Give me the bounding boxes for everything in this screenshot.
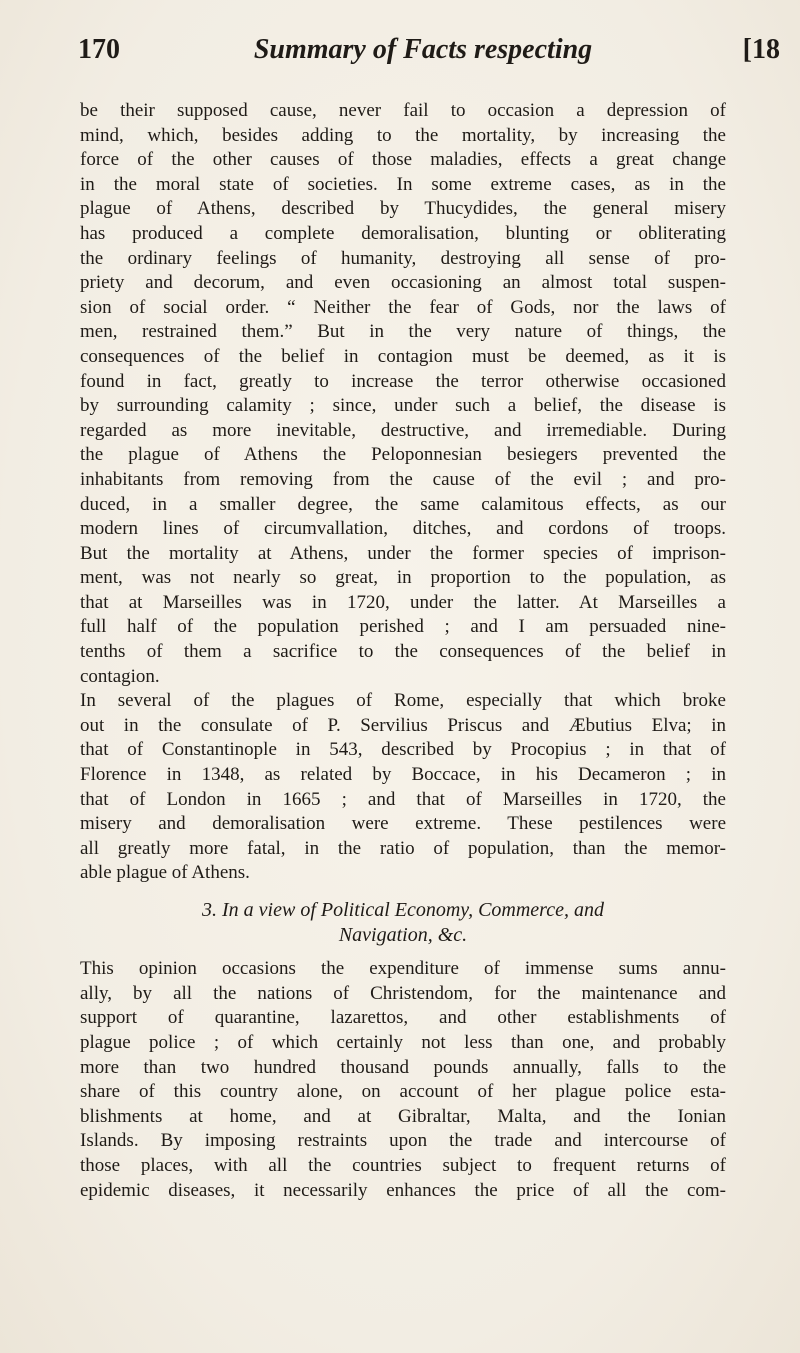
section-heading bbox=[80, 898, 726, 947]
paragraph-2 bbox=[80, 689, 726, 886]
text-line: men, restrained them.” But in the very nature of things, the bbox=[80, 321, 726, 343]
text-line: support of quarantine, lazarettos, and other establishments of bbox=[80, 1007, 726, 1029]
text-line: priety and decorum, and even occasioning an almost total suspen- bbox=[80, 272, 726, 294]
text-line: by surrounding calamity ; since, under such a belief, the disease is bbox=[80, 395, 726, 417]
running-title: Summary of Facts respecting bbox=[253, 34, 593, 65]
text-line: that at Marseilles was in 1720, under the latter. At Marseilles a bbox=[80, 591, 726, 613]
text-line: force of the other causes of those maladies, effects a great change bbox=[80, 149, 726, 171]
text-line: contagion. bbox=[80, 665, 160, 687]
body-text bbox=[80, 99, 726, 1203]
text-line: duced, in a smaller degree, the same calamitous effects, as our bbox=[80, 493, 726, 515]
text-line: modern lines of circumvallation, ditches, and cordons of troops. bbox=[80, 518, 726, 540]
paragraph-3 bbox=[80, 957, 726, 1203]
text-line: regarded as more inevitable, destructive, and irremediable. During bbox=[80, 419, 726, 441]
text-line: This opinion occasions the expenditure of immense sums annu- bbox=[80, 958, 726, 980]
page-number: 170 bbox=[78, 34, 120, 65]
text-line: sion of social order. “ Neither the fear of Gods, nor the laws of bbox=[80, 296, 726, 318]
text-line: ment, was not nearly so great, in proportion to the population, as bbox=[80, 567, 726, 589]
text-line: that of London in 1665 ; and that of Marseilles in 1720, the bbox=[80, 788, 726, 810]
section-heading-line: 3. In a view of Political Economy, Commerce, and bbox=[202, 899, 604, 921]
paragraph-1 bbox=[80, 99, 726, 689]
text-line: epidemic diseases, it necessarily enhances the price of all the com- bbox=[80, 1179, 726, 1201]
text-line: Florence in 1348, as related by Boccace, in his Decameron ; in bbox=[80, 764, 726, 786]
text-line: has produced a complete demoralisation, blunting or obliterating bbox=[80, 222, 726, 244]
text-line: more than two hundred thousand pounds annually, falls to the bbox=[80, 1056, 726, 1078]
text-line: mind, which, besides adding to the mortality, by increasing the bbox=[80, 124, 726, 146]
text-line: In several of the plagues of Rome, especially that which broke bbox=[80, 690, 726, 712]
text-line: ally, by all the nations of Christendom, for the maintenance and bbox=[80, 982, 726, 1004]
text-line: misery and demoralisation were extreme. These pestilences were bbox=[80, 813, 726, 835]
text-line: tenths of them a sacrifice to the consequences of the belief in bbox=[80, 641, 726, 663]
text-line: able plague of Athens. bbox=[80, 862, 250, 884]
text-line: be their supposed cause, never fail to occasion a depression of bbox=[80, 100, 726, 121]
text-line: that of Constantinople in 543, described by Procopius ; in that of bbox=[80, 739, 726, 761]
signature-mark: [18 bbox=[742, 34, 780, 65]
text-line: Islands. By imposing restraints upon the trade and intercourse of bbox=[80, 1130, 726, 1152]
text-line: found in fact, greatly to increase the terror otherwise occasioned bbox=[80, 370, 726, 392]
text-line: all greatly more fatal, in the ratio of population, than the memor- bbox=[80, 837, 726, 859]
section-heading-line: Navigation, &c. bbox=[338, 923, 468, 946]
text-line: plague of Athens, described by Thucydides, the general misery bbox=[80, 198, 726, 220]
text-line: those places, with all the countries subject to frequent returns of bbox=[80, 1154, 726, 1176]
text-line: share of this country alone, on account of her plague police esta- bbox=[80, 1081, 726, 1103]
text-line: blishments at home, and at Gibraltar, Malta, and the Ionian bbox=[80, 1105, 726, 1127]
text-line: But the mortality at Athens, under the former species of imprison- bbox=[80, 542, 726, 564]
text-line: in the moral state of societies. In some extreme cases, as in the bbox=[80, 173, 726, 195]
text-line: plague police ; of which certainly not less than one, and probably bbox=[80, 1031, 726, 1053]
text-line: out in the consulate of P. Servilius Priscus and Æbutius Elva; in bbox=[80, 714, 726, 736]
text-line: inhabitants from removing from the cause of the evil ; and pro- bbox=[80, 468, 726, 490]
text-line: the ordinary feelings of humanity, destroying all sense of pro- bbox=[80, 247, 726, 269]
text-line: consequences of the belief in contagion must be deemed, as it is bbox=[80, 345, 726, 367]
text-line: the plague of Athens the Peloponnesian besiegers prevented the bbox=[80, 444, 726, 466]
text-line: full half of the population perished ; and I am persuaded nine- bbox=[80, 616, 726, 638]
page-header bbox=[78, 34, 780, 74]
